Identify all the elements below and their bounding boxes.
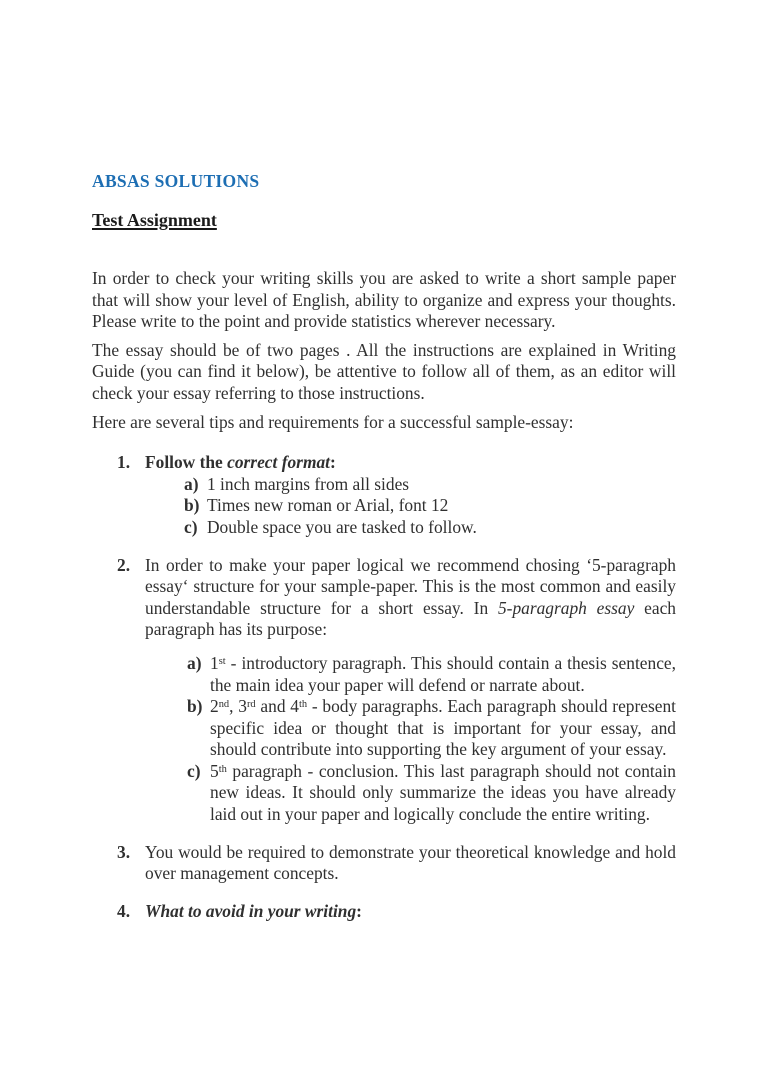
list-item-3-text: You would be required to demonstrate your theoretical knowledge and hold over management concepts. [145, 841, 676, 884]
sub-item-1b-text: Times new roman or Arial, font 12 [207, 495, 449, 516]
text-run: 5-paragraph essay [497, 597, 635, 618]
intro-paragraph-2: The essay should be of two pages . All the instructions are explained in Writing Guide (you can find it below), be attentive to follow all of them, as an editor will check your essay referring to those instructions. [92, 339, 676, 403]
superscript-run: th [218, 763, 227, 775]
text-run: What to avoid in your writing [145, 900, 357, 921]
sub-item-1c-text: Double space you are tasked to follow. [207, 516, 477, 537]
superscript-run: rd [246, 699, 256, 711]
sub-item-2b-text [210, 696, 676, 761]
sub-item-1a-text: 1 inch margins from all sides [207, 473, 410, 494]
text-run: and 4 [255, 696, 299, 717]
list-item-4-marker: 4. [117, 900, 131, 921]
sub-item-1b [184, 495, 676, 517]
sub-item-2a [187, 653, 676, 696]
list-item-4-heading [145, 901, 676, 923]
sub-item-2b [187, 696, 676, 761]
sub-item-1b-marker: b) [184, 495, 200, 516]
document-title: Test Assignment [92, 210, 217, 230]
tips-list [92, 452, 676, 922]
list-item-2-marker: 2. [117, 554, 131, 575]
text-run: , 3 [229, 696, 247, 717]
sub-item-1a-marker: a) [184, 473, 199, 494]
sub-item-2a-text [210, 653, 676, 696]
document-title-row [92, 209, 676, 268]
list-item-1-body [145, 452, 676, 538]
superscript-run: nd [218, 699, 230, 711]
list-item-4 [117, 901, 676, 923]
sub-item-2c [187, 761, 676, 826]
list-item-3 [117, 842, 676, 885]
text-run: : [356, 900, 362, 921]
superscript-run: st [218, 655, 226, 667]
sub-item-2c-marker: c) [187, 760, 201, 781]
list-item-1-sublist [184, 474, 676, 539]
text-run: 2 [210, 696, 219, 717]
sub-item-1c [184, 517, 676, 539]
text-run: paragraph - conclusion. This last paragraph should not contain new ideas. It should only summarize the ideas you have already laid out in your paper and logically conclude the entire writing. [210, 760, 676, 825]
text-run: Follow the [145, 452, 228, 473]
text-run: - body paragraphs. Each paragraph should represent specific idea or thought that is important for your essay, and should contribute into supporting the key argument of your essay. [210, 696, 677, 760]
text-run: each paragraph has its purpose: [145, 597, 676, 640]
sub-item-1a [184, 474, 676, 496]
list-item-2 [117, 555, 676, 826]
list-item-3-marker: 3. [117, 841, 131, 862]
list-item-1-marker: 1. [117, 452, 131, 473]
list-item-2-sublist [187, 653, 676, 826]
intro-paragraph-1: In order to check your writing skills you are asked to write a short sample paper that will show your level of English, ability to organize and express your thoughts. Please write to the point and provide statistics wherever necessary. [92, 268, 676, 332]
list-item-2-body [145, 555, 676, 826]
sub-item-2c-text [210, 761, 676, 826]
intro-paragraph-3: Here are several tips and requirements for a successful sample-essay: [92, 411, 574, 432]
text-run: : [330, 452, 336, 473]
sub-item-1c-marker: c) [184, 516, 198, 537]
company-heading: ABSAS SOLUTIONS [92, 171, 260, 191]
sub-item-2a-marker: a) [187, 652, 202, 673]
sub-item-2b-marker: b) [187, 696, 203, 717]
text-run: - introductory paragraph. This should contain a thesis sentence, the main idea your paper will defend or narrate about. [210, 652, 676, 695]
text-run: correct format [227, 452, 330, 473]
list-item-2-paragraph [145, 555, 676, 641]
list-item-1-heading [145, 452, 676, 474]
text-run: In order to make your paper logical we recommend chosing ‘5-paragraph essay‘ structure for your sample-paper. This is the most common and easily understandable structure for a short essay. In [145, 554, 676, 618]
list-item-1 [117, 452, 676, 538]
text-run: 5 [210, 760, 219, 781]
superscript-run: th [298, 699, 308, 711]
text-run: 1 [210, 652, 219, 673]
